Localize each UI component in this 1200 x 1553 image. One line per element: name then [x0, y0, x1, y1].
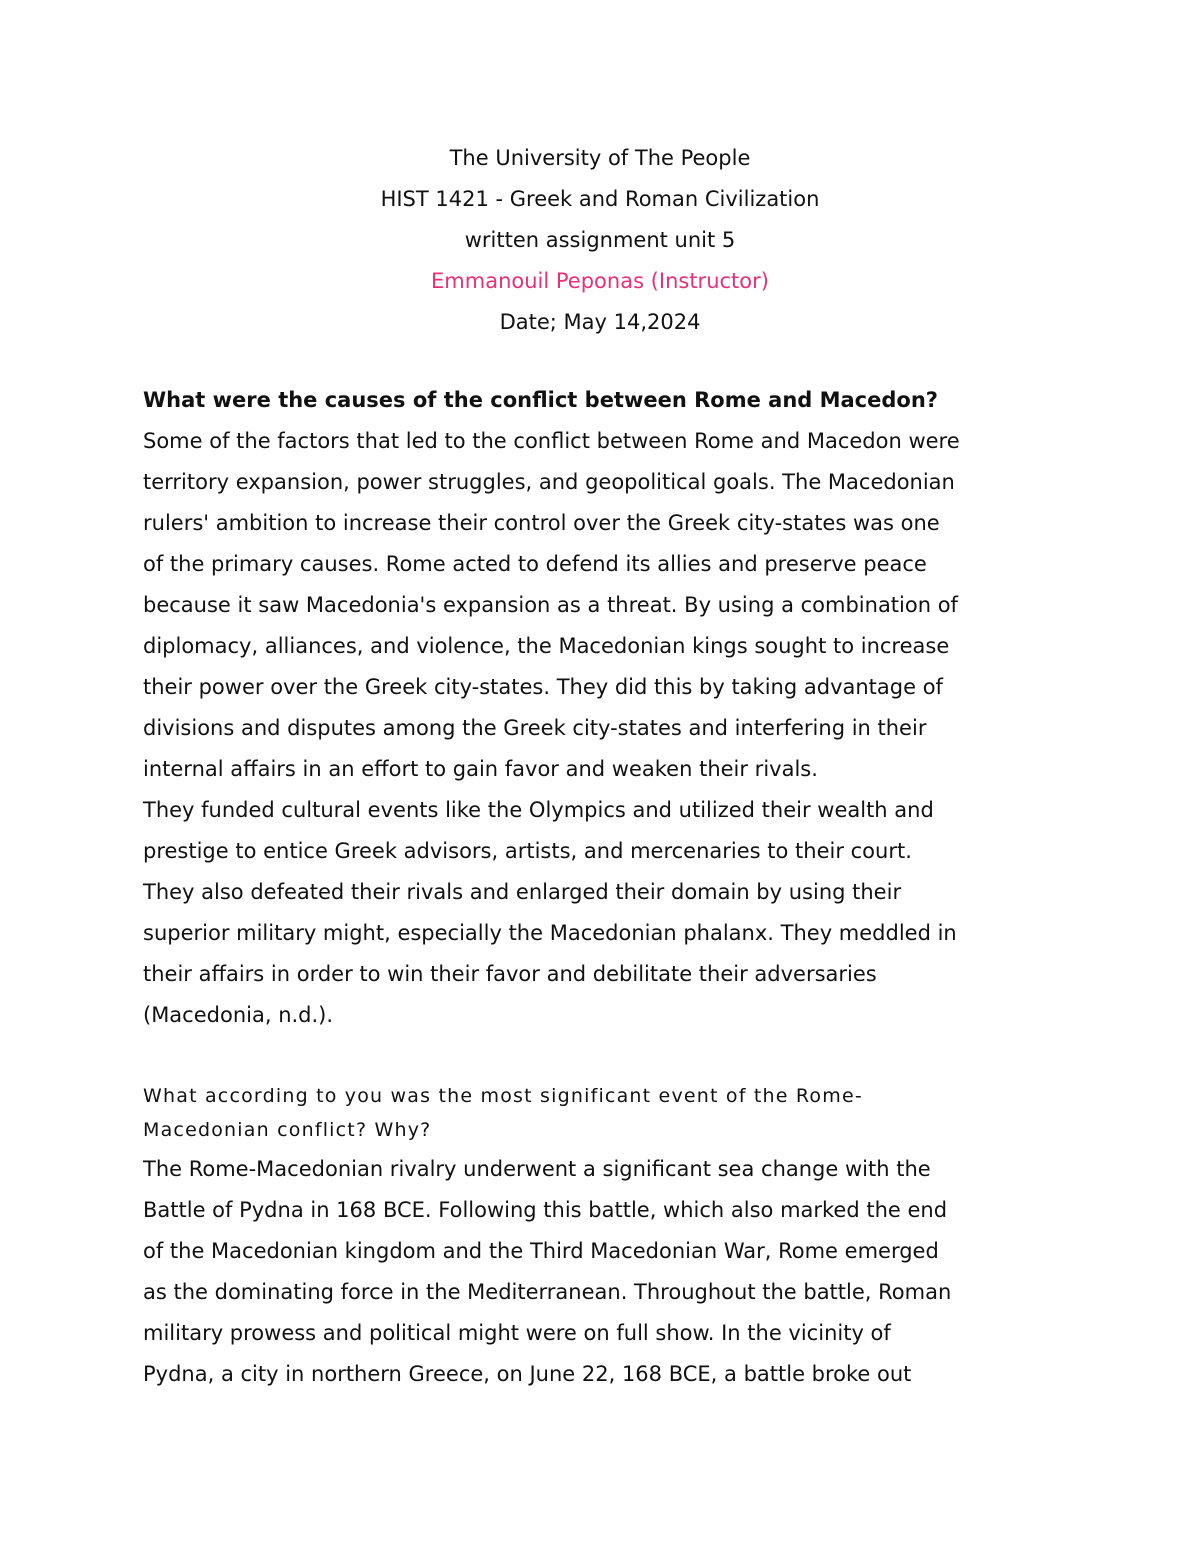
paragraph-gap — [143, 1036, 1073, 1077]
answer-line: territory expansion, power struggles, and geopolitical goals. The Macedonian — [143, 470, 955, 494]
answer-line: their affairs in order to win their favor and debilitate their adversaries — [143, 962, 877, 986]
answer-line: They funded cultural events like the Olympics and utilized their wealth and — [143, 798, 934, 822]
question-1-answer — [143, 421, 1073, 1036]
question-2-heading-line: Macedonian conflict? Why? — [143, 1119, 432, 1141]
answer-line: military prowess and political might were on full show. In the vicinity of — [143, 1321, 891, 1345]
question-1-heading: What were the causes of the conflict between Rome and Macedon? — [143, 388, 938, 412]
question-2-heading-line: What according to you was the most significant event of the Rome- — [143, 1085, 863, 1107]
answer-line: internal affairs in an effort to gain favor and weaken their rivals. — [143, 757, 818, 781]
answer-line: They also defeated their rivals and enlarged their domain by using their — [143, 880, 902, 904]
answer-line: The Rome-Macedonian rivalry underwent a significant sea change with the — [143, 1157, 931, 1181]
answer-line: (Macedonia, n.d.). — [143, 1003, 334, 1027]
answer-line: as the dominating force in the Mediterranean. Throughout the battle, Roman — [143, 1280, 952, 1304]
answer-line: Some of the factors that led to the conflict between Rome and Macedon were — [143, 429, 960, 453]
university-name: The University of The People — [449, 146, 751, 170]
answer-line: of the primary causes. Rome acted to defend its allies and preserve peace — [143, 552, 927, 576]
instructor-name: Emmanouil Peponas (Instructor) — [431, 269, 769, 293]
assignment-title: written assignment unit 5 — [464, 228, 736, 252]
document-body — [143, 380, 1073, 1395]
answer-line: Battle of Pydna in 168 BCE. Following this battle, which also marked the end — [143, 1198, 948, 1222]
title-block — [0, 138, 1200, 343]
answer-line: because it saw Macedonia's expansion as a threat. By using a combination of — [143, 593, 958, 617]
question-2-heading — [143, 1077, 1073, 1149]
answer-line: Pydna, a city in northern Greece, on June 22, 168 BCE, a battle broke out — [143, 1362, 912, 1386]
assignment-date: Date; May 14,2024 — [499, 310, 701, 334]
answer-line: divisions and disputes among the Greek city-states and interfering in their — [143, 716, 927, 740]
question-2-answer — [143, 1149, 1073, 1395]
answer-line: superior military might, especially the Macedonian phalanx. They meddled in — [143, 921, 957, 945]
answer-line: diplomacy, alliances, and violence, the Macedonian kings sought to increase — [143, 634, 950, 658]
answer-line: prestige to entice Greek advisors, artists, and mercenaries to their court. — [143, 839, 912, 863]
answer-line: rulers' ambition to increase their control over the Greek city-states was one — [143, 511, 940, 535]
answer-line: their power over the Greek city-states. They did this by taking advantage of — [143, 675, 943, 699]
answer-line: of the Macedonian kingdom and the Third Macedonian War, Rome emerged — [143, 1239, 939, 1263]
course-title: HIST 1421 - Greek and Roman Civilization — [380, 187, 820, 211]
